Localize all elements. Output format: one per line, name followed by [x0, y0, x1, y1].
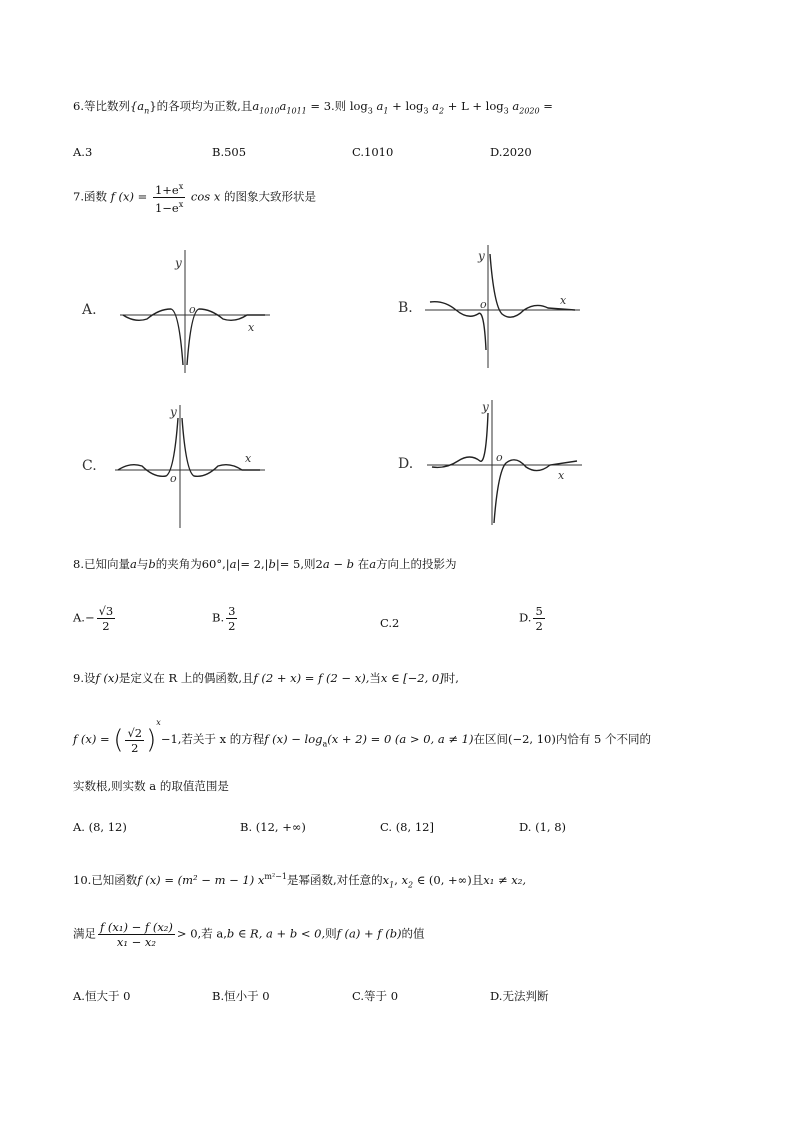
q6-log3-base: 3 [503, 106, 509, 116]
graph-c-curve [118, 418, 260, 476]
q10-line1a: 10.已知函数 [73, 873, 138, 887]
q9-paren-open: ( [113, 725, 124, 755]
q10-and: 且 [471, 873, 484, 887]
q8-option-d [519, 604, 547, 633]
q9-line2-eq2: (x + 2) = 0 (a > 0, a ≠ 1) [327, 732, 474, 746]
q6-log3: log [485, 99, 504, 113]
question-9-line3: 实数根,则实数 a 的取值范围是 [73, 779, 229, 793]
q10-neq: x₁ ≠ x₂, [483, 873, 527, 887]
q6-t1-sub: 1 [383, 106, 389, 116]
graph-c-origin: o [170, 472, 177, 485]
q10-option-b: B.恒小于 0 [212, 989, 270, 1003]
q10-line1b: 是幂函数,对任意的 [286, 873, 383, 887]
q9-line1b: 是定义在 R 上的偶函数,且 [118, 671, 254, 685]
q6-log2: log [405, 99, 424, 113]
q6-option-a: A.3 [73, 145, 93, 159]
q9-line2-eq: f (x) − log [264, 732, 323, 746]
q8-vec-a: a [129, 557, 137, 571]
q8-vec-b2: b [346, 557, 355, 571]
q6-t2-sub: 2 [439, 106, 445, 116]
q6-t3-sub: 2020 [519, 106, 540, 116]
q9-line1-dom: x ∈ [−2, 0] [380, 671, 444, 685]
q6-t1: a [372, 99, 384, 113]
q8-text6: 在 [354, 557, 370, 571]
q9-line1d: 时, [443, 671, 459, 685]
graph-a-origin: o [189, 303, 196, 316]
q7-num: 1+e [154, 182, 179, 197]
q7-prefix: 7.函数 [73, 189, 107, 204]
q10-sep: , [394, 873, 398, 887]
q10-dom: ∈ (0, +∞) [413, 873, 472, 887]
q10-line2-set: b ∈ R, a + b < 0, [226, 926, 326, 941]
q6-dots: + L + [444, 99, 486, 113]
q9-line2-den: 2 [131, 740, 139, 755]
q9-line1a: 9.设 [73, 671, 96, 685]
question-6 [73, 98, 553, 115]
q10-line1-f: f (x) = (m² − m − 1) x [137, 873, 265, 887]
graph-d-label: D. [398, 456, 414, 472]
q6-seq-close: } [149, 99, 157, 113]
q6-option-b: B.505 [212, 145, 247, 159]
q7-suffix: 的图象大致形状是 [223, 189, 316, 204]
q7-num-sup: x [178, 182, 184, 191]
question-10-line1 [73, 872, 526, 889]
q8-option-d-den: 2 [535, 619, 543, 633]
graph-b-y-label: y [478, 249, 485, 263]
q8-text1: 8.已知向量 [73, 557, 130, 571]
q9-line2-exp: x [156, 718, 161, 727]
q8-abs-b: b [268, 557, 276, 571]
graph-b [420, 240, 585, 370]
q8-text3: ,| [222, 557, 230, 571]
q10-line2-sum: f (a) + f (b) [336, 926, 402, 941]
q10-x2-sub: 2 [408, 880, 414, 890]
question-7 [73, 180, 316, 215]
q9-line2b: 若关于 x 的方程 [181, 732, 265, 746]
q6-cond-a2: a [279, 99, 287, 113]
q6-mid: 的各项均为正数,且 [156, 99, 253, 113]
q6-cond-eq: = 3. [306, 99, 335, 113]
graph-d-y-label: y [482, 400, 489, 414]
q8-vec-a2: a [322, 557, 330, 571]
q8-text7: 方向上的投影为 [376, 557, 457, 571]
graph-c [110, 400, 270, 530]
question-10-line2 [73, 920, 425, 949]
q6-t2: a [428, 99, 440, 113]
q7-func: f (x) = [110, 189, 148, 204]
question-8 [73, 556, 457, 572]
q6-cond-sub1: 1010 [259, 106, 280, 116]
q10-x1-sub: 1 [389, 880, 395, 890]
q8-vec-a3: a [369, 557, 377, 571]
q8-option-a-prefix: A.− [73, 610, 95, 625]
q7-den: 1−e [154, 200, 179, 215]
question-9-line2 [73, 718, 651, 755]
graph-c-y-label: y [170, 405, 177, 419]
q6-option-c: C.1010 [352, 145, 394, 159]
q8-angle: 60° [201, 557, 223, 571]
q6-seq-sub: n [144, 106, 150, 116]
q6-option-d: D.2020 [490, 145, 532, 159]
q9-line2-num: √2 [127, 725, 143, 740]
q10-frac-den: x₁ − x₂ [116, 935, 157, 949]
q6-log1-base: 3 [367, 106, 373, 116]
graph-d-x-label: x [558, 469, 565, 482]
graph-d-origin: o [496, 451, 503, 464]
graph-b-label: B. [398, 300, 413, 316]
q10-x2: x [401, 873, 409, 887]
q9-option-a: A. (8, 12) [73, 820, 127, 834]
q9-paren-close: ) [146, 725, 157, 755]
graph-d [422, 395, 587, 530]
q9-line2-logsub: a [322, 739, 328, 749]
q8-option-a-den: 2 [102, 619, 110, 633]
q10-frac-num: f (x₁) − f (x₂) [100, 920, 173, 934]
q10-line2-gt: > 0, [176, 926, 202, 941]
graph-b-x-label: x [560, 294, 567, 307]
q8-option-a-num: √3 [98, 604, 114, 618]
q8-text4: |= 2,| [236, 557, 269, 571]
q6-cond-sub2: 1011 [286, 106, 307, 116]
q8-option-b-num: 3 [228, 604, 236, 618]
q10-x1: x [382, 873, 390, 887]
graph-c-label: C. [82, 458, 97, 474]
q9-line2-f: f (x) = [73, 732, 110, 746]
q9-line2-rest: −1, [160, 732, 182, 746]
q6-log2-base: 3 [423, 106, 429, 116]
graph-c-x-label: x [245, 452, 252, 465]
q9-line1c: 当 [369, 671, 381, 685]
question-9-line1 [73, 670, 459, 686]
q8-option-b [212, 604, 239, 633]
q10-option-c: C.等于 0 [352, 989, 399, 1003]
q8-option-d-num: 5 [535, 604, 543, 618]
q7-cos: cos x [190, 189, 221, 204]
q8-option-d-prefix: D. [519, 610, 532, 625]
q6-prefix: 6.等比数列 [73, 99, 130, 113]
graph-d-curve [432, 413, 577, 523]
q9-line2c: 在区间 [473, 732, 508, 746]
q10-line2a: 满足 [73, 926, 96, 941]
q6-cond: a [252, 99, 260, 113]
graph-a-y-label: y [175, 256, 182, 270]
q10-option-d: D.无法判断 [490, 989, 549, 1003]
q6-log1: log [349, 99, 368, 113]
q8-text2: 的夹角为 [155, 557, 202, 571]
q10-line2d: 的值 [401, 926, 425, 941]
q8-abs-a: a [229, 557, 237, 571]
q6-t3: a [508, 99, 520, 113]
q9-line1-eq: f (2 + x) = f (2 − x), [253, 671, 370, 685]
graph-a [115, 245, 275, 375]
q7-den-sup: x [178, 199, 184, 209]
q9-option-b: B. (12, +∞) [240, 820, 306, 834]
q8-minus: − [329, 557, 347, 571]
q10-line2b: 若 a, [201, 926, 227, 941]
q6-seq: {a [129, 99, 145, 113]
q8-and: 与 [136, 557, 149, 571]
graph-b-curve [430, 254, 575, 350]
graph-b-origin: o [480, 298, 487, 311]
q10-line1-exp: m²−1 [264, 872, 287, 882]
q9-option-d: D. (1, 8) [519, 820, 567, 834]
q8-option-a [73, 604, 117, 633]
q8-text5: |= 5,则2 [275, 557, 323, 571]
q6-then: 则 [334, 99, 347, 113]
q7-fraction [153, 180, 185, 215]
q9-line1-f: f (x) [95, 671, 119, 685]
q6-plus: + [388, 99, 406, 113]
graph-a-x-label: x [248, 321, 255, 334]
q10-option-a: A.恒大于 0 [73, 989, 131, 1003]
q9-line2d: 内恰有 5 个不同的 [555, 732, 651, 746]
q9-option-c: C. (8, 12] [380, 820, 434, 834]
q9-line2-int: (−2, 10) [507, 732, 556, 746]
graph-a-curve [123, 309, 265, 365]
q6-eq: = [539, 99, 553, 113]
q10-line2c: 则 [325, 926, 337, 941]
graph-a-label: A. [82, 302, 97, 318]
q8-vec-b: b [148, 557, 156, 571]
q8-option-b-den: 2 [228, 619, 236, 633]
q8-option-b-prefix: B. [212, 610, 225, 625]
q8-option-c: C.2 [380, 616, 400, 630]
